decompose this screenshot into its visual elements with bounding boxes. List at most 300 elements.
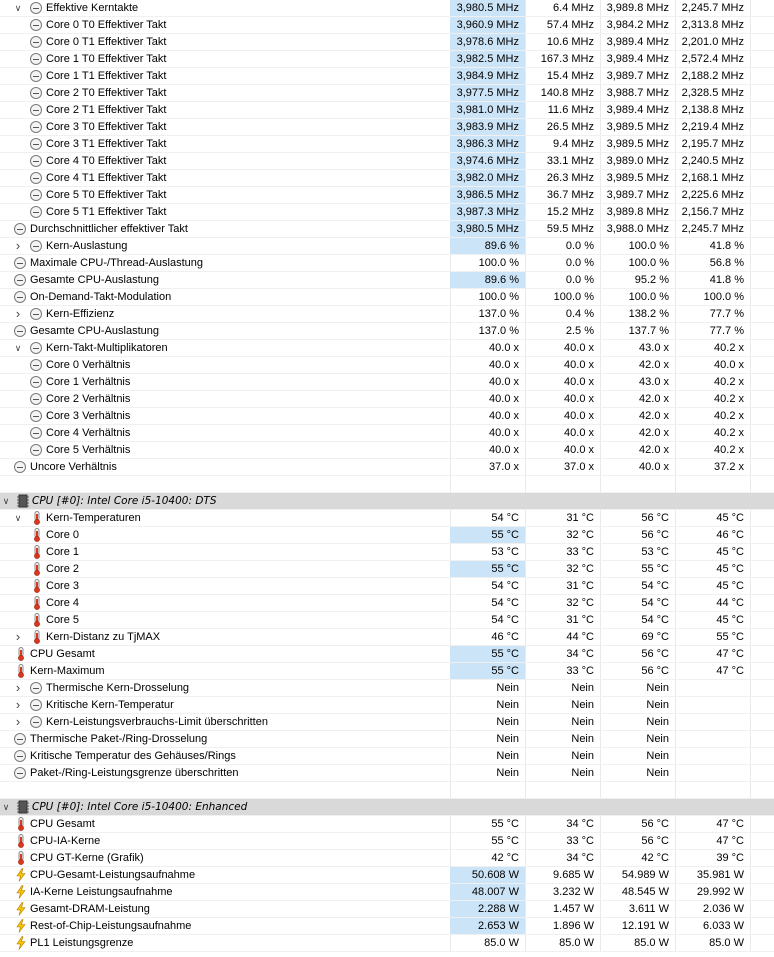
value-minimum: 0.4 %: [565, 308, 594, 320]
sensor-name: Core 2 Verhältnis: [46, 393, 131, 405]
sensor-name: Kern-Distanz zu TjMAX: [46, 631, 161, 643]
value-current: 46 °C: [491, 631, 519, 643]
sensor-name: Kern-Temperaturen: [46, 512, 141, 524]
value-maximum: 69 °C: [641, 631, 669, 643]
chevron-right-icon[interactable]: ›: [15, 629, 21, 644]
value-current: 89.6 %: [450, 272, 525, 288]
value-average: 47 °C: [716, 818, 744, 830]
value-average: 2,572.4 MHz: [681, 53, 744, 65]
value-maximum: 3,984.2 MHz: [606, 19, 669, 31]
value-maximum: 42.0 x: [639, 427, 669, 439]
value-maximum: 56 °C: [641, 835, 669, 847]
table-row[interactable]: [0, 425, 774, 442]
clock-icon: [30, 376, 42, 388]
clock-icon: [30, 359, 42, 371]
value-minimum: 40.0 x: [564, 376, 594, 388]
value-average: 40.2 x: [714, 393, 744, 405]
column-divider: [750, 68, 751, 84]
table-row[interactable]: [0, 357, 774, 374]
column-divider: [750, 782, 751, 798]
value-minimum: 0.0 %: [565, 274, 594, 286]
value-maximum: 43.0 x: [639, 342, 669, 354]
value-maximum: 3.611 W: [628, 903, 669, 915]
value-average: 2,240.5 MHz: [681, 155, 744, 167]
value-current: 3,987.3 MHz: [450, 204, 525, 220]
chevron-down-icon[interactable]: ∨: [14, 3, 22, 13]
value-maximum: 3,989.7 MHz: [606, 70, 669, 82]
sensor-name: Paket-/Ring-Leistungsgrenze überschritten: [30, 767, 239, 779]
column-divider: [450, 782, 451, 798]
value-minimum: 32 °C: [566, 529, 594, 541]
section-title: CPU [#0]: Intel Core i5-10400: Enhanced: [32, 801, 248, 813]
value-current: Nein: [496, 699, 519, 711]
column-divider: [750, 17, 751, 33]
value-minimum: 32 °C: [566, 563, 594, 575]
value-average: 2,328.5 MHz: [681, 87, 744, 99]
value-maximum: 95.2 %: [634, 274, 669, 286]
column-divider: [750, 833, 751, 849]
clock-icon: [30, 172, 42, 184]
value-minimum: Nein: [571, 733, 594, 745]
clock-icon: [30, 716, 42, 728]
value-average: 47 °C: [716, 835, 744, 847]
table-row[interactable]: [0, 85, 774, 102]
value-minimum: 37.0 x: [564, 461, 594, 473]
value-maximum: 42.0 x: [639, 444, 669, 456]
value-current: 48.007 W: [450, 884, 525, 900]
value-minimum: 15.2 MHz: [546, 206, 594, 218]
table-row[interactable]: [0, 731, 774, 748]
sensor-name: Rest-of-Chip-Leistungsaufnahme: [30, 920, 192, 932]
sensor-name: Core 1 Verhältnis: [46, 376, 131, 388]
table-row[interactable]: [0, 663, 774, 680]
value-current: 55 °C: [491, 835, 519, 847]
table-row[interactable]: [0, 340, 774, 357]
column-divider: [750, 51, 751, 67]
value-maximum: Nein: [646, 767, 669, 779]
thermometer-icon: [30, 630, 44, 644]
value-current: 54 °C: [491, 512, 519, 524]
table-row[interactable]: [0, 459, 774, 476]
value-average: 37.2 x: [714, 461, 744, 473]
table-row[interactable]: [0, 595, 774, 612]
table-row[interactable]: [0, 170, 774, 187]
value-average: 77.7 %: [709, 325, 744, 337]
table-row[interactable]: [0, 884, 774, 901]
lightning-icon: [14, 902, 28, 916]
value-minimum: 0.0 %: [565, 257, 594, 269]
clock-icon: [14, 257, 26, 269]
value-current: Nein: [496, 767, 519, 779]
column-divider: [750, 34, 751, 50]
value-maximum: 3,989.5 MHz: [606, 172, 669, 184]
column-divider: [750, 289, 751, 305]
clock-icon: [30, 104, 42, 116]
value-current: 55 °C: [450, 646, 525, 662]
column-divider: [750, 799, 751, 815]
value-maximum: 3,989.8 MHz: [606, 2, 669, 14]
value-average: 40.2 x: [714, 342, 744, 354]
value-minimum: 167.3 MHz: [540, 53, 594, 65]
value-current: 54 °C: [491, 614, 519, 626]
section-header[interactable]: [0, 493, 774, 510]
sensor-name: Core 4 T1 Effektiver Takt: [46, 172, 167, 184]
value-minimum: 11.6 MHz: [547, 104, 594, 116]
value-maximum: 43.0 x: [639, 376, 669, 388]
table-row[interactable]: [0, 918, 774, 935]
value-average: 41.8 %: [709, 240, 744, 252]
table-row[interactable]: [0, 306, 774, 323]
value-maximum: 54 °C: [641, 580, 669, 592]
column-divider: [750, 714, 751, 730]
value-current: Nein: [496, 716, 519, 728]
column-divider: [750, 663, 751, 679]
column-divider: [750, 510, 751, 526]
value-current: 137.0 %: [478, 308, 519, 320]
clock-icon: [30, 308, 42, 320]
value-minimum: 10.6 MHz: [546, 36, 594, 48]
value-average: 45 °C: [716, 563, 744, 575]
column-divider: [750, 544, 751, 560]
column-divider: [750, 391, 751, 407]
value-maximum: 12.191 W: [621, 920, 669, 932]
table-row[interactable]: [0, 374, 774, 391]
clock-icon: [30, 2, 42, 14]
table-row[interactable]: [0, 119, 774, 136]
table-row[interactable]: [0, 17, 774, 34]
clock-icon: [30, 444, 42, 456]
value-minimum: 26.3 MHz: [546, 172, 594, 184]
value-maximum: 100.0 %: [628, 291, 669, 303]
value-maximum: 138.2 %: [628, 308, 669, 320]
value-average: 40.2 x: [714, 427, 744, 439]
column-divider: [525, 799, 526, 815]
value-current: 3,978.6 MHz: [450, 34, 525, 50]
column-divider: [750, 255, 751, 271]
sensor-name: Core 2 T0 Effektiver Takt: [46, 87, 167, 99]
column-divider: [525, 476, 526, 492]
value-minimum: 40.0 x: [564, 393, 594, 405]
value-current: 3,980.5 MHz: [450, 0, 525, 16]
value-average: 35.981 W: [696, 869, 744, 881]
column-divider: [750, 408, 751, 424]
value-current: 54 °C: [491, 597, 519, 609]
value-minimum: Nein: [571, 699, 594, 711]
clock-icon: [30, 393, 42, 405]
table-row[interactable]: [0, 629, 774, 646]
table-row[interactable]: [0, 561, 774, 578]
sensor-name: Core 3 Verhältnis: [46, 410, 131, 422]
column-divider: [750, 612, 751, 628]
thermometer-icon: [14, 817, 28, 831]
table-row[interactable]: [0, 102, 774, 119]
chevron-right-icon[interactable]: ›: [15, 697, 21, 712]
sensor-name: CPU-Gesamt-Leistungsaufnahme: [30, 869, 196, 881]
value-maximum: 54 °C: [641, 614, 669, 626]
thermometer-icon: [30, 562, 44, 576]
table-row[interactable]: [0, 51, 774, 68]
section-header[interactable]: [0, 799, 774, 816]
clock-icon: [14, 461, 26, 473]
lightning-icon: [14, 919, 28, 933]
sensor-name: Core 4 Verhältnis: [46, 427, 131, 439]
chevron-down-icon[interactable]: ∨: [2, 802, 10, 812]
table-row[interactable]: [0, 527, 774, 544]
value-minimum: Nein: [571, 767, 594, 779]
value-minimum: Nein: [571, 716, 594, 728]
column-divider: [750, 493, 751, 509]
value-minimum: 31 °C: [566, 614, 594, 626]
value-maximum: Nein: [646, 750, 669, 762]
thermometer-icon: [30, 579, 44, 593]
table-row[interactable]: [0, 187, 774, 204]
value-average: 2,245.7 MHz: [681, 2, 744, 14]
value-current: 53 °C: [491, 546, 519, 558]
value-maximum: 100.0 %: [628, 240, 669, 252]
sensor-name: Core 5: [46, 614, 80, 626]
clock-icon: [30, 19, 42, 31]
value-minimum: 1.457 W: [553, 903, 594, 915]
clock-icon: [14, 733, 26, 745]
column-divider: [525, 782, 526, 798]
sensor-name: Kern-Takt-Multiplikatoren: [46, 342, 168, 354]
clock-icon: [30, 189, 42, 201]
value-minimum: 44 °C: [566, 631, 594, 643]
value-minimum: 31 °C: [566, 580, 594, 592]
column-divider: [750, 170, 751, 186]
table-row[interactable]: [0, 748, 774, 765]
value-minimum: 140.8 MHz: [540, 87, 594, 99]
clock-icon: [14, 325, 26, 337]
sensor-name: Maximale CPU-/Thread-Auslastung: [30, 257, 204, 269]
value-average: 40.0 x: [714, 359, 744, 371]
table-row[interactable]: [0, 697, 774, 714]
sensor-name: Thermische Paket-/Ring-Drosselung: [30, 733, 208, 745]
column-divider: [750, 153, 751, 169]
value-maximum: 40.0 x: [639, 461, 669, 473]
value-current: 3,983.9 MHz: [450, 119, 525, 135]
clock-icon: [30, 155, 42, 167]
value-maximum: Nein: [646, 699, 669, 711]
value-maximum: 85.0 W: [634, 937, 669, 949]
value-minimum: 100.0 %: [553, 291, 594, 303]
table-row[interactable]: [0, 544, 774, 561]
value-minimum: 40.0 x: [564, 342, 594, 354]
sensor-name: Core 3: [46, 580, 80, 592]
table-row[interactable]: [0, 935, 774, 952]
column-divider: [750, 595, 751, 611]
value-minimum: 85.0 W: [559, 937, 594, 949]
value-minimum: 33 °C: [566, 546, 594, 558]
table-row[interactable]: [0, 850, 774, 867]
table-row[interactable]: [0, 272, 774, 289]
table-row[interactable]: [0, 136, 774, 153]
chevron-down-icon[interactable]: ∨: [14, 513, 22, 523]
value-maximum: 42.0 x: [639, 359, 669, 371]
column-divider: [750, 646, 751, 662]
column-divider: [750, 901, 751, 917]
column-divider: [450, 799, 451, 815]
table-row[interactable]: [0, 153, 774, 170]
column-divider: [525, 493, 526, 509]
value-maximum: 56 °C: [641, 512, 669, 524]
sensor-name: On-Demand-Takt-Modulation: [30, 291, 172, 303]
value-average: 40.2 x: [714, 410, 744, 422]
value-minimum: 32 °C: [566, 597, 594, 609]
column-divider: [750, 204, 751, 220]
clock-icon: [30, 53, 42, 65]
column-divider: [750, 442, 751, 458]
column-divider: [750, 765, 751, 781]
column-divider: [750, 357, 751, 373]
value-current: 3,986.3 MHz: [450, 136, 525, 152]
table-row[interactable]: [0, 510, 774, 527]
value-average: 45 °C: [716, 546, 744, 558]
table-row[interactable]: [0, 901, 774, 918]
value-maximum: 100.0 %: [628, 257, 669, 269]
value-average: 45 °C: [716, 614, 744, 626]
value-maximum: 48.545 W: [621, 886, 669, 898]
section-title: CPU [#0]: Intel Core i5-10400: DTS: [32, 495, 217, 507]
value-average: 45 °C: [716, 580, 744, 592]
table-row[interactable]: [0, 833, 774, 850]
table-row[interactable]: [0, 867, 774, 884]
value-maximum: 56 °C: [641, 529, 669, 541]
sensor-name: Kritische Temperatur des Gehäuses/Rings: [30, 750, 236, 762]
thermometer-icon: [14, 647, 28, 661]
value-average: 2.036 W: [703, 903, 744, 915]
clock-icon: [30, 70, 42, 82]
chevron-right-icon[interactable]: ›: [15, 306, 21, 321]
value-minimum: 9.685 W: [553, 869, 594, 881]
table-row[interactable]: [0, 408, 774, 425]
column-divider: [750, 561, 751, 577]
value-current: 37.0 x: [489, 461, 519, 473]
value-average: 39 °C: [716, 852, 744, 864]
column-divider: [750, 867, 751, 883]
value-average: 6.033 W: [703, 920, 744, 932]
column-divider: [750, 323, 751, 339]
sensor-name: Core 2 T1 Effektiver Takt: [46, 104, 167, 116]
value-average: 2,168.1 MHz: [681, 172, 744, 184]
chevron-right-icon[interactable]: ›: [15, 714, 21, 729]
table-row[interactable]: [0, 255, 774, 272]
value-maximum: 3,989.0 MHz: [606, 155, 669, 167]
value-average: [675, 765, 750, 781]
lightning-icon: [14, 868, 28, 882]
value-average: 2,138.8 MHz: [681, 104, 744, 116]
sensor-name: Core 3 T0 Effektiver Takt: [46, 121, 167, 133]
value-maximum: Nein: [646, 716, 669, 728]
sensor-name: Core 4: [46, 597, 80, 609]
value-average: 2,156.7 MHz: [681, 206, 744, 218]
column-divider: [600, 799, 601, 815]
value-current: 2.288 W: [450, 901, 525, 917]
value-average: 2,195.7 MHz: [681, 138, 744, 150]
table-row[interactable]: [0, 765, 774, 782]
value-average: 85.0 W: [709, 937, 744, 949]
value-average: 47 °C: [716, 665, 744, 677]
value-maximum: 56 °C: [641, 818, 669, 830]
value-current: 55 °C: [450, 663, 525, 679]
table-row[interactable]: [0, 442, 774, 459]
table-row[interactable]: [0, 680, 774, 697]
table-row[interactable]: [0, 646, 774, 663]
table-row[interactable]: [0, 68, 774, 85]
clock-icon: [14, 767, 26, 779]
sensor-name: Core 4 T0 Effektiver Takt: [46, 155, 167, 167]
value-minimum: 0.0 %: [565, 240, 594, 252]
value-average: 2,188.2 MHz: [681, 70, 744, 82]
value-maximum: 3,988.7 MHz: [606, 87, 669, 99]
clock-icon: [30, 121, 42, 133]
sensor-name: Core 0: [46, 529, 80, 541]
chevron-down-icon[interactable]: ∨: [14, 343, 22, 353]
column-divider: [750, 238, 751, 254]
value-average: 29.992 W: [696, 886, 744, 898]
chevron-right-icon[interactable]: ›: [15, 680, 21, 695]
sensor-name: Kern-Effizienz: [46, 308, 115, 320]
column-divider: [675, 799, 676, 815]
sensor-name: Core 3 T1 Effektiver Takt: [46, 138, 167, 150]
clock-icon: [30, 206, 42, 218]
table-row[interactable]: [0, 204, 774, 221]
sensor-name: Durchschnittlicher effektiver Takt: [30, 223, 188, 235]
table-row[interactable]: [0, 238, 774, 255]
value-current: 89.6 %: [450, 238, 525, 254]
sensor-name: IA-Kerne Leistungsaufnahme: [30, 886, 173, 898]
table-row[interactable]: [0, 289, 774, 306]
table-row[interactable]: [0, 714, 774, 731]
column-divider: [750, 374, 751, 390]
sensor-name: Core 2: [46, 563, 80, 575]
value-current: 40.0 x: [489, 410, 519, 422]
table-row[interactable]: [0, 323, 774, 340]
value-maximum: 42.0 x: [639, 393, 669, 405]
chevron-right-icon[interactable]: ›: [15, 238, 21, 253]
sensor-name: Core 0 T1 Effektiver Takt: [46, 36, 167, 48]
sensor-name: CPU Gesamt: [30, 648, 95, 660]
table-row[interactable]: [0, 816, 774, 833]
thermometer-icon: [14, 834, 28, 848]
value-minimum: 34 °C: [566, 818, 594, 830]
table-row[interactable]: [0, 34, 774, 51]
value-minimum: 6.4 MHz: [553, 2, 594, 14]
sensor-name: Gesamte CPU-Auslastung: [30, 274, 159, 286]
value-current: 40.0 x: [489, 427, 519, 439]
sensor-name: Kern-Maximum: [30, 665, 105, 677]
clock-icon: [30, 699, 42, 711]
table-row[interactable]: [0, 221, 774, 238]
table-row[interactable]: [0, 391, 774, 408]
table-row[interactable]: [0, 612, 774, 629]
value-average: [675, 748, 750, 764]
value-maximum: 53 °C: [641, 546, 669, 558]
chevron-down-icon[interactable]: ∨: [2, 496, 10, 506]
table-row[interactable]: [0, 578, 774, 595]
table-row[interactable]: [0, 0, 774, 17]
clock-icon: [30, 427, 42, 439]
value-current: 40.0 x: [489, 376, 519, 388]
column-divider: [600, 476, 601, 492]
value-current: 3,982.5 MHz: [450, 51, 525, 67]
sensor-name: Core 1 T1 Effektiver Takt: [46, 70, 167, 82]
column-divider: [750, 340, 751, 356]
value-maximum: 137.7 %: [628, 325, 669, 337]
clock-icon: [30, 682, 42, 694]
value-average: [675, 680, 750, 696]
value-current: 55 °C: [491, 818, 519, 830]
